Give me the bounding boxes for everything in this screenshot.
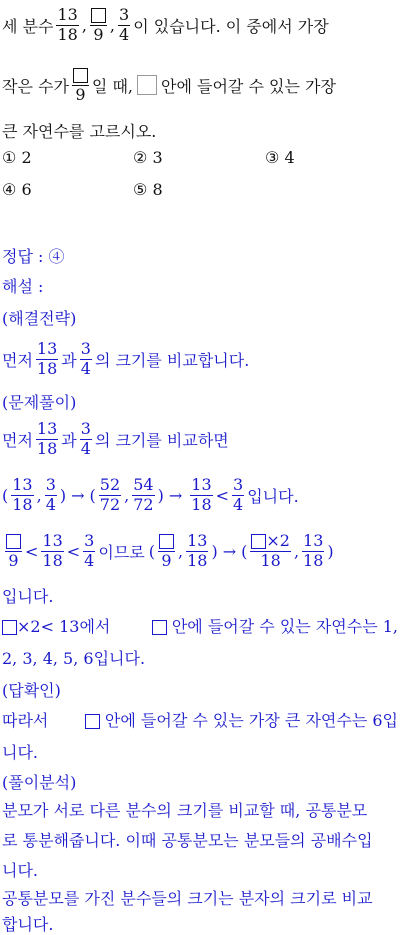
fraction-box-9: 9 (158, 533, 175, 570)
blank-box (91, 8, 106, 23)
check-line-1: 따라서 안에 들어갈 수 있는 가장 큰 자연수는 6입 (2, 711, 398, 730)
problem-text: 작은 수가 (2, 76, 69, 96)
arrow-icon: → (71, 485, 85, 505)
arrow-icon: → (168, 485, 183, 505)
fraction-13-18: $\frac{13}{18}$ (36, 418, 58, 458)
analysis-line-3: 니다. (2, 861, 38, 880)
option-2[interactable]: ② 3 (133, 148, 163, 167)
fraction-3-4: $\frac{3}{4}$ (80, 418, 91, 458)
fraction-3-4: $\frac{3}{4}$ (233, 474, 244, 514)
analysis-line-1: 분모가 서로 다른 분수의 크기를 비교할 때, 공통분모 (2, 801, 368, 820)
option-1[interactable]: ① 2 (2, 148, 32, 167)
solution-line: 먼저 $\frac{13}{18}$ 과 $\frac{3}{4}$ 의 크기를 비교하면 (2, 418, 229, 458)
fraction-3-4: $\frac{3}{4}$ (84, 530, 95, 570)
explain-label: 해설 : (2, 277, 44, 296)
problem-line-1: 세 분수 $\frac{13}{18}$ , 9 , $\frac{3}{4}$ 이 있습니다. 이 중에서 가장 (2, 4, 329, 44)
fraction-3-4: $\frac{3}{4}$ (45, 474, 56, 514)
box-line-2: 2, 3, 4, 5, 6입니다. (2, 649, 146, 668)
option-5[interactable]: ⑤ 8 (133, 180, 163, 199)
fraction-13-18: $\frac{13}{18}$ (42, 530, 63, 570)
problem-line-3 (2, 118, 398, 142)
analysis-line-5: 합니다. (2, 915, 54, 934)
box-line-1: ×2< 13에서 안에 들어갈 수 있는 자연수는 1, (2, 614, 398, 637)
fraction-box-9: 9 (5, 533, 22, 570)
fraction-54-72: $\frac{54}{72}$ (133, 474, 154, 514)
ending-text: 입니다. (2, 587, 54, 606)
fraction-13-18: $\frac{13}{18}$ (36, 338, 58, 378)
strategy-label: (해결전략) (2, 309, 77, 328)
check-label: (답확인) (2, 681, 61, 700)
comparison-line: ( $\frac{13}{18}$ , $\frac{3}{4}$ ) → ( $\frac{52}{72}$ , $\frac{54}{72}$ ) → $\frac{13}{18}$ < $\frac{3}{4}$ 입니다. (2, 474, 299, 514)
problem-text: 큰 자연수를 고르시오. (2, 121, 157, 141)
answer-blank-box (137, 75, 157, 95)
fraction-box-9: 9 (90, 7, 107, 44)
fraction-3-4: $\frac{3}{4}$ (80, 338, 91, 378)
blank-box (2, 620, 17, 635)
answer-label: 정답 : ④ (2, 247, 65, 266)
problem-text: 안에 들어갈 수 있는 가장 (161, 76, 336, 96)
option-4[interactable]: ④ 6 (2, 180, 32, 199)
fraction-box-9: 9 (72, 67, 89, 104)
fraction-52-72: $\frac{52}{72}$ (99, 474, 121, 514)
inequality-line: 9 < $\frac{13}{18}$ < $\frac{3}{4}$ 이므로 ( 9 , $\frac{13}{18}$ ) → ( $\frac{\times 2}{18}$ , $\frac{13}{18}$ ) (2, 528, 398, 574)
analysis-line-2: 로 통분해줍니다. 이때 공통분모는 분모들의 공배수입 (2, 831, 373, 850)
arrow-icon: → (222, 541, 237, 561)
solution-label: (문제풀이) (2, 393, 77, 412)
blank-box (152, 620, 167, 635)
fraction-3-4: $\frac{3}{4}$ (119, 4, 130, 44)
analysis-line-4: 공통분모를 가진 분수들의 크기는 분자의 크기로 비교 (2, 889, 373, 908)
blank-box (85, 714, 100, 729)
fraction-13-18: $\frac{13}{18}$ (191, 474, 212, 514)
problem-text: 일 때, (91, 76, 134, 96)
fraction-13-18: $\frac{13}{18}$ (303, 530, 324, 570)
check-line-2: 니다. (2, 743, 38, 762)
fraction-13-18: $\frac{13}{18}$ (57, 4, 78, 44)
fraction-13-18: $\frac{13}{18}$ (12, 474, 33, 514)
option-3[interactable]: ③ 4 (265, 148, 295, 167)
problem-line-2 (2, 58, 398, 112)
fraction-box-times-2-18: $\frac{\times 2}{18}$ (250, 533, 291, 570)
analysis-label: (풀이분석) (2, 773, 77, 792)
strategy-line: 먼저 $\frac{13}{18}$ 과 $\frac{3}{4}$ 의 크기를 비교합니다. (2, 338, 250, 378)
fraction-13-18: $\frac{13}{18}$ (187, 530, 208, 570)
problem-text: 이 있습니다. 이 중에서 가장 (133, 16, 329, 36)
problem-text: 세 분수 (2, 16, 54, 36)
